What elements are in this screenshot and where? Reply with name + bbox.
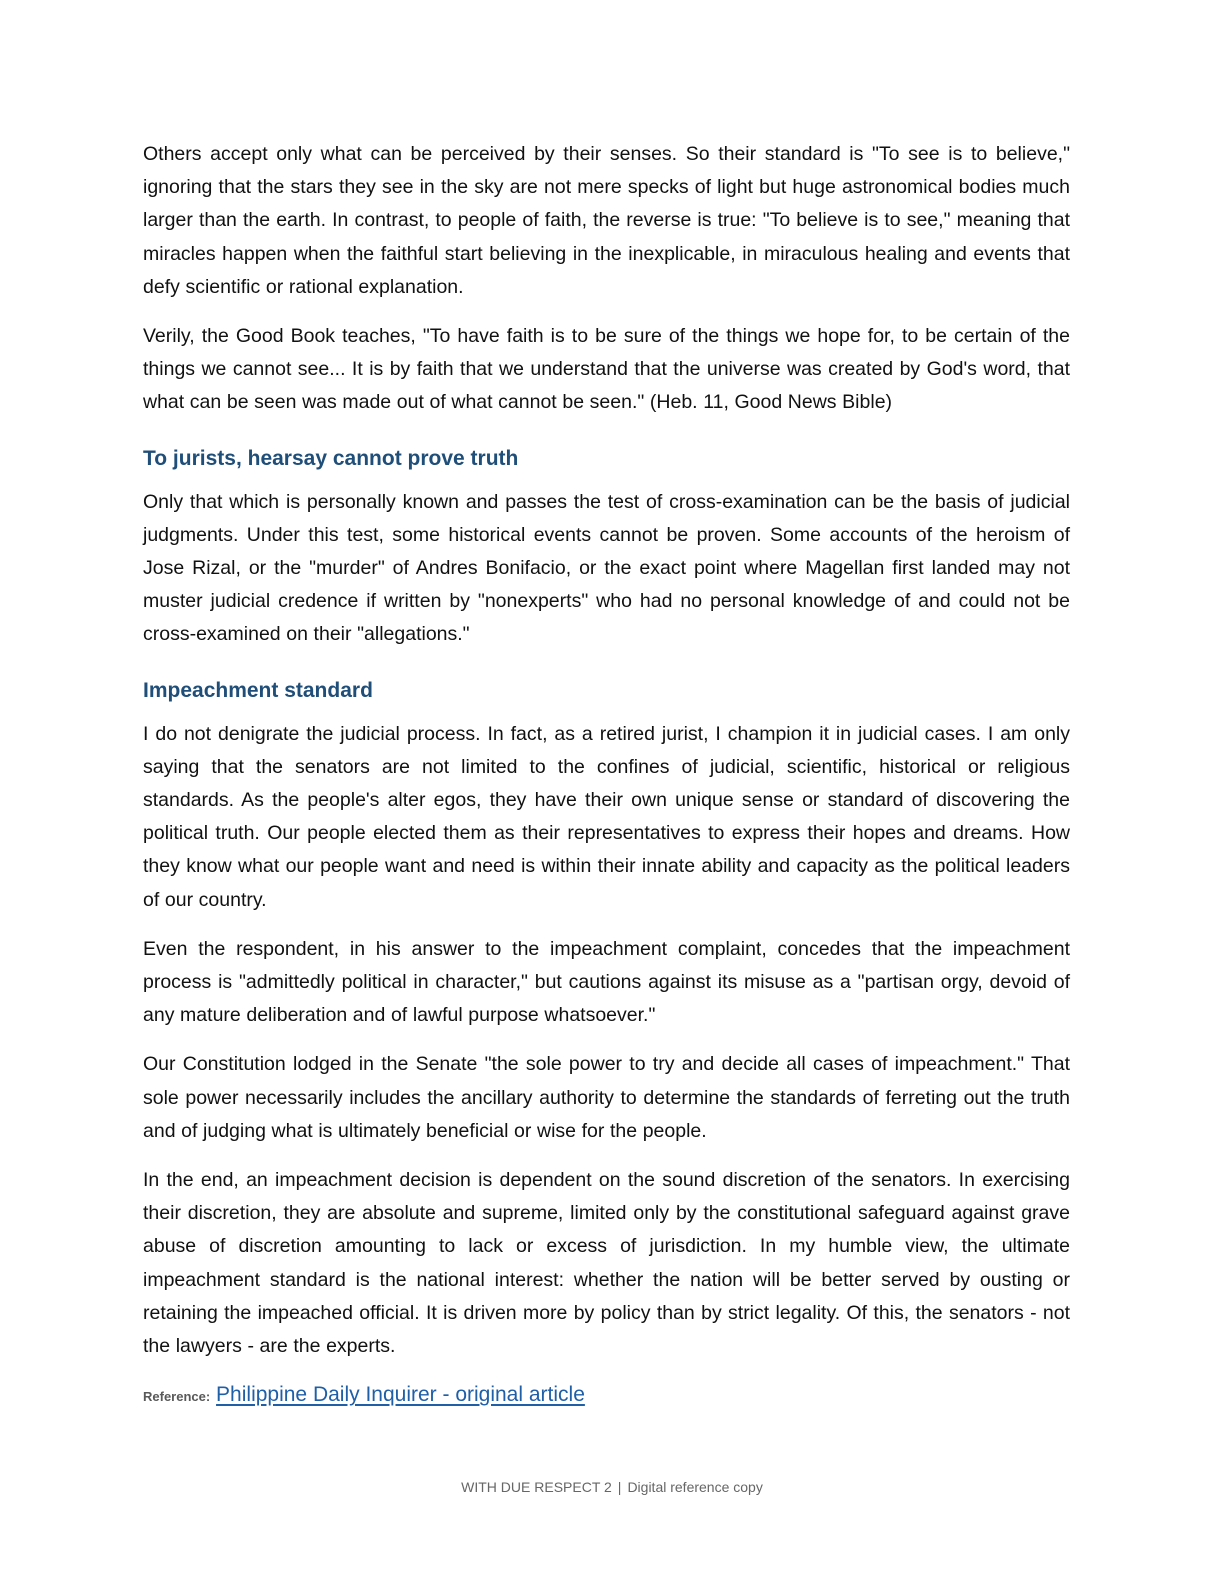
paragraph-constitution: Our Constitution lodged in the Senate "the sole power to try and decide all cases of impeachment." That sole power necessarily includes the ancillary authority to determine the standards of ferreting out the truth and of judging what is ultimately beneficial or wise for the people.	[143, 1053, 1070, 1142]
footer-separator: |	[617, 1479, 622, 1495]
heading-hearsay: To jurists, hearsay cannot prove truth	[143, 446, 519, 470]
page-footer	[0, 1479, 1224, 1495]
paragraph-good-book: Verily, the Good Book teaches, "To have faith is to be sure of the things we hope for, to be certain of the things we cannot see... It is by faith that we understand that the universe was created by God's word, that what can be seen was made out of what cannot be seen." (Heb. 11, Good News Bible)	[143, 325, 1070, 414]
paragraph-conclusion: In the end, an impeachment decision is dependent on the sound discretion of the senators. In exercising their discretion, they are absolute and supreme, limited only by the constitutional safeguard against grave abuse of discretion amounting to lack or excess of jurisdiction. In my humble view, the ultimate impeachment standard is the national interest: whether the nation will be better served by ousting or retaining the impeached official. It is driven more by policy than by strict legality. Of this, the senators - not the lawyers - are the experts.	[143, 1169, 1070, 1358]
heading-impeachment-standard: Impeachment standard	[143, 678, 373, 702]
paragraph-cross-examination: Only that which is personally known and passes the test of cross-examination can be the basis of judicial judgments. Under this test, some historical events cannot be proven. Some accounts of the heroism of Jose Rizal, or the "murder" of Andres Bonifacio, or the exact point where Magellan first landed may not muster judicial credence if written by "nonexperts" who had no personal knowledge of and could not be cross-examined on their "allegations."	[143, 490, 1070, 646]
paragraph-respondent: Even the respondent, in his answer to the impeachment complaint, concedes that the impeachment process is "admittedly political in character," but cautions against its misuse as a "partisan orgy, devoid of any mature deliberation and of lawful purpose whatsoever."	[143, 937, 1070, 1027]
paragraph-judicial-process: I do not denigrate the judicial process. In fact, as a retired jurist, I champion it in judicial cases. I am only saying that the senators are not limited to the confines of judicial, scientific, historical or religious standards. As the people's alter egos, they have their own unique sense or standard of discovering the political truth. Our people elected them as their representatives to express their hopes and dreams. How they know what our people want and need is within their innate ability and capacity as the political leaders of our country.	[143, 722, 1070, 911]
reference-line	[143, 1379, 1070, 1413]
footer-title: WITH DUE RESPECT 2	[461, 1479, 612, 1495]
reference-label: Reference:	[143, 1389, 211, 1405]
paragraph-senses: Others accept only what can be perceived by their senses. So their standard is "To see is to believe," ignoring that the stars they see in the sky are not mere specks of light but huge astronomical bodies much larger than the earth. In contrast, to people of faith, the reverse is true: "To believe is to see," meaning that miracles happen when the faithful start believing in the inexplicable, in miraculous healing and events that defy scientific or rational explanation.	[143, 143, 1070, 298]
footer-note: Digital reference copy	[627, 1479, 763, 1495]
reference-link[interactable]: Philippine Daily Inquirer - original article	[216, 1383, 585, 1407]
article-body	[143, 138, 1070, 1413]
